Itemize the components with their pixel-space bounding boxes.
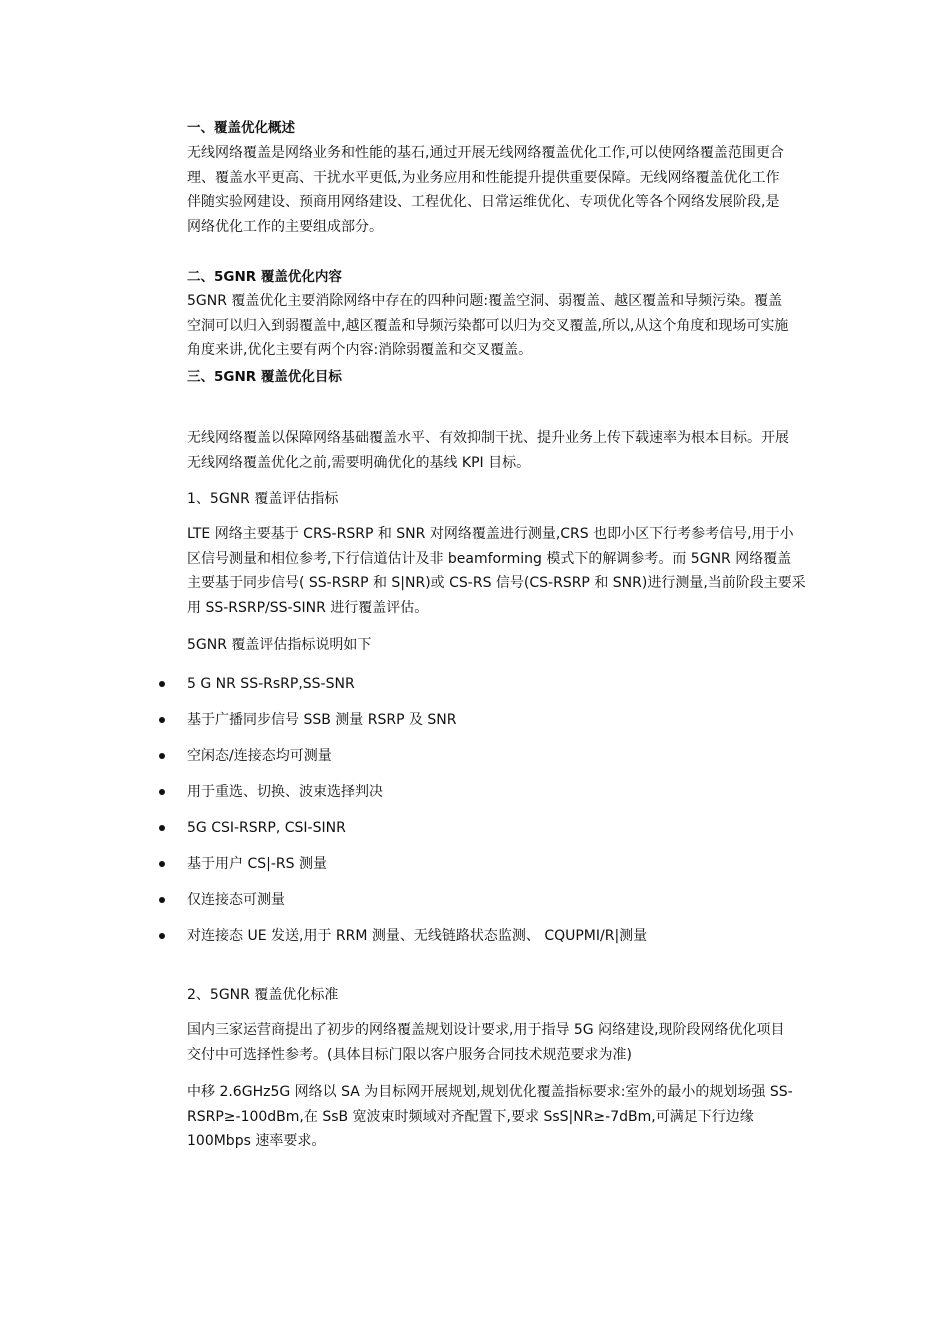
text-line: 角度来讲,优化主要有两个内容:消除弱覆盖和交叉覆盖。: [187, 342, 533, 358]
text-line: 无线网络覆盖优化之前,需要明确优化的基线 KPI 目标。: [187, 454, 531, 471]
subsection-2-paragraph-1: [187, 1018, 807, 1067]
list-item-text: 仅连接态可测量: [187, 892, 285, 908]
text-line: RSRP≥-100dBm,在 SsB 宽波束时频域对齐配置下,要求 SsS|NR≥-7dBm,可满足下行边缘: [187, 1108, 754, 1125]
subsection-1-title: 1、5GNR 覆盖评估指标: [187, 491, 339, 507]
bullet-icon: [159, 789, 165, 795]
section-2-paragraph: [187, 289, 807, 363]
list-item: [0, 780, 950, 816]
subsection-2-title: 2、5GNR 覆盖优化标准: [187, 987, 339, 1003]
section-3-intro: [187, 426, 807, 475]
text-line: 空洞可以归入到弱覆盖中,越区覆盖和导频污染都可以归为交叉覆盖,所以,从这个角度和现场可实施: [187, 317, 789, 334]
list-item: [0, 852, 950, 888]
text-line: 100Mbps 速率要求。: [187, 1133, 326, 1149]
section-1-paragraph: [187, 141, 807, 239]
bullet-icon: [159, 933, 165, 939]
text-line: 理、覆盖水平更高、干扰水平更低,为业务应用和性能提升提供重要保障。无线网络覆盖优化工作: [187, 169, 780, 186]
list-item-text: 5 G NR SS-RsRP,SS-SNR: [187, 676, 355, 692]
bullet-icon: [159, 825, 165, 831]
list-item: [0, 888, 950, 924]
list-item: [0, 672, 950, 708]
bullet-icon: [159, 681, 165, 687]
bullet-icon: [159, 753, 165, 759]
list-item: [0, 924, 950, 960]
text-line: 主要基于同步信号( SS-RSRP 和 S|NR)或 CS-RS 信号(CS-RSRP 和 SNR)进行测量,当前阶段主要采: [187, 575, 806, 591]
bullet-icon: [159, 717, 165, 723]
list-item-text: 基于用户 CS|-RS 测量: [187, 856, 327, 872]
text-line: 网络优化工作的主要组成部分。: [187, 218, 383, 235]
text-line: 伴随实验网建设、预商用网络建设、工程优化、日常运维优化、专项优化等各个网络发展阶段,是: [187, 194, 780, 210]
section-1-heading: 一、覆盖优化概述: [187, 120, 295, 136]
metrics-bullet-list: [0, 672, 950, 960]
text-line: 用 SS-RSRP/SS-SINR 进行覆盖评估。: [187, 599, 429, 616]
list-item-text: 空闲态/连接态均可测量: [187, 748, 332, 764]
list-item-text: 基于广播同步信号 SSB 测量 RSRP 及 SNR: [187, 712, 457, 728]
bullet-icon: [159, 861, 165, 867]
text-line: 交付中可选择性参考。(具体目标门限以客户服务合同技术规范要求为准): [187, 1046, 632, 1063]
subsection-1-note: 5GNR 覆盖评估指标说明如下: [187, 637, 372, 653]
section-2-heading: 二、5GNR 覆盖优化内容: [187, 269, 342, 285]
text-line: LTE 网络主要基于 CRS-RSRP 和 SNR 对网络覆盖进行测量,CRS 也即小区下行考参考信号,用于小: [187, 526, 794, 542]
text-line: 中移 2.6GHz5G 网络以 SA 为目标网开展规划,规划优化覆盖指标要求:室外的最小的规划场强 SS-: [187, 1084, 793, 1100]
list-item-text: 对连接态 UE 发送,用于 RRM 测量、无线链路状态监测、 CQUPMI/R|测量: [187, 928, 648, 944]
text-line: 区信号测量和相位参考,下行信道估计及非 beamforming 模式下的解调参考。而 5GNR 网络覆盖: [187, 550, 792, 567]
list-item-text: 5G CSI-RSRP, CSI-SINR: [187, 820, 346, 836]
text-line: 国内三家运营商提出了初步的网络覆盖规划设计要求,用于指导 5G 闷络建设,现阶段网络优化项目: [187, 1022, 785, 1038]
subsection-2-paragraph-2: [187, 1080, 807, 1154]
list-item: [0, 744, 950, 780]
list-item: [0, 816, 950, 852]
section-3-heading: 三、5GNR 覆盖优化目标: [187, 369, 342, 385]
text-line: 5GNR 覆盖优化主要消除网络中存在的四种问题:覆盖空洞、弱覆盖、越区覆盖和导频污染。覆盖: [187, 293, 783, 309]
list-item: [0, 708, 950, 744]
text-line: 无线网络覆盖是网络业务和性能的基石,通过开展无线网络覆盖优化工作,可以使网络覆盖范围更合: [187, 145, 784, 161]
subsection-1-paragraph: [187, 522, 807, 620]
list-item-text: 用于重选、切换、波束选择判决: [187, 784, 383, 800]
text-line: 无线网络覆盖以保障网络基础覆盖水平、有效抑制干扰、提升业务上传下载速率为根本目标。开展: [187, 430, 789, 446]
bullet-icon: [159, 897, 165, 903]
